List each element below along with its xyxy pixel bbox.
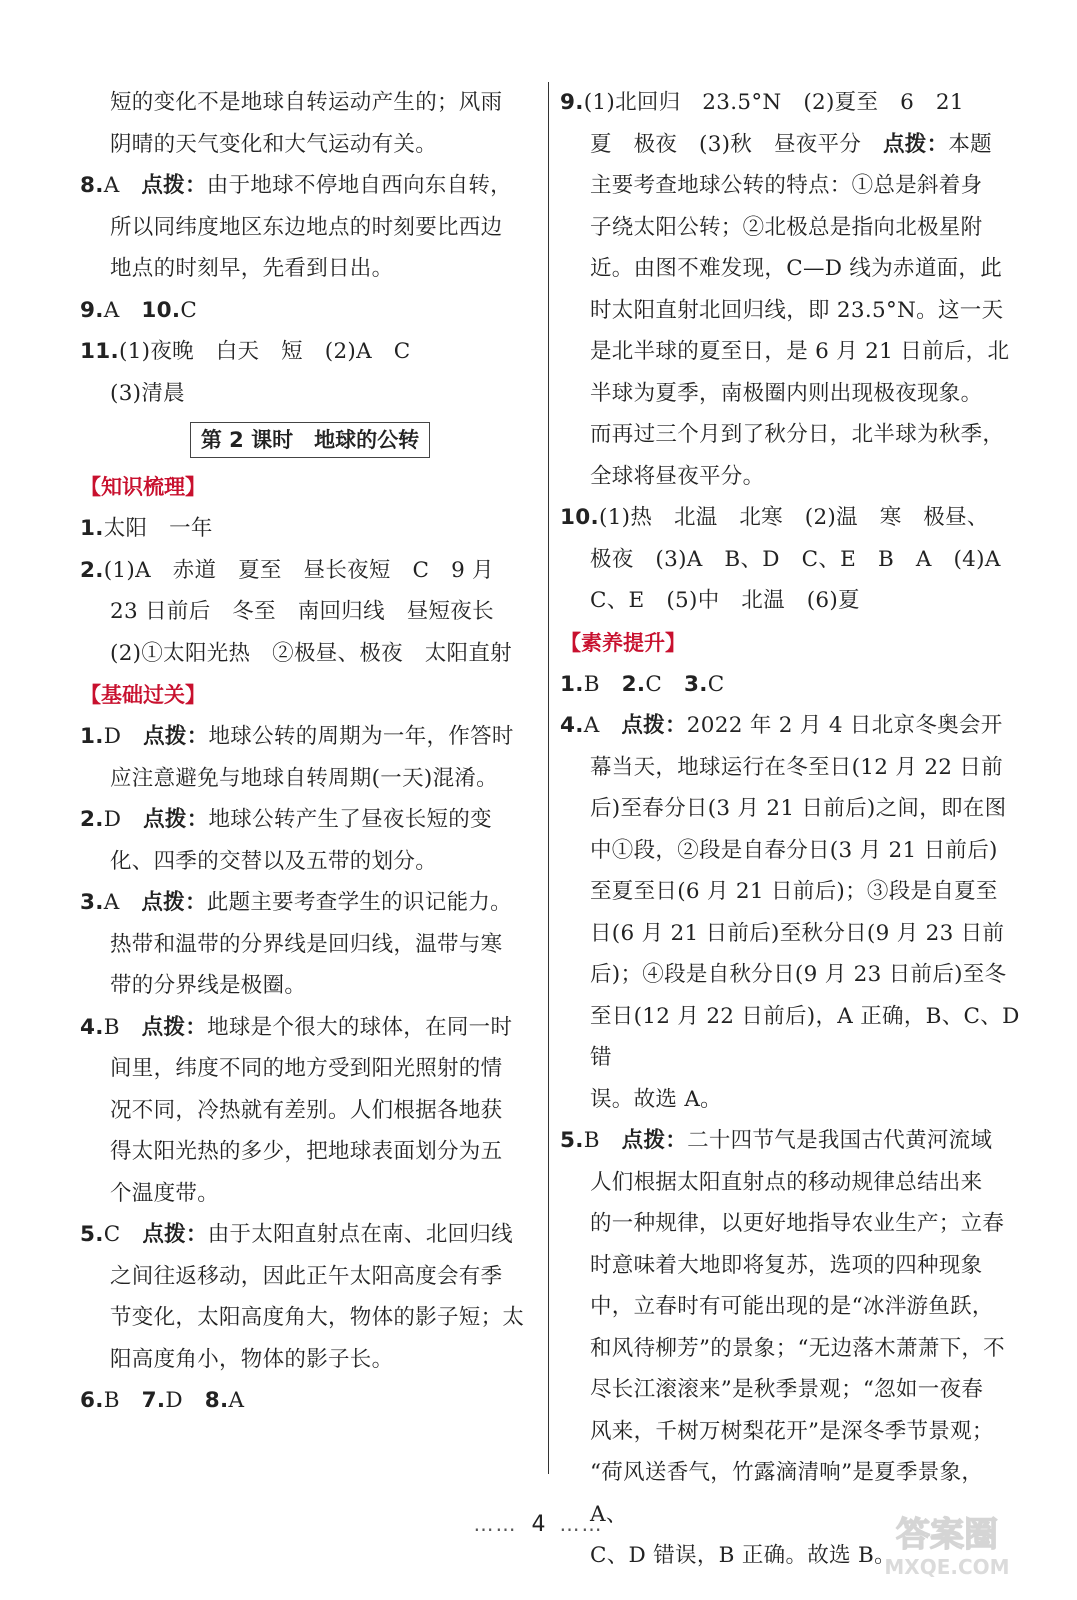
answer-text: 地球公转产生了昼夜长短的变: [208, 807, 492, 832]
answer-line: “荷风送香气，竹露滴清响”是夏季景象，A、: [590, 1460, 984, 1527]
answer-line: 之间往返移动，因此正午太阳高度会有季: [110, 1263, 503, 1289]
answer-9: [560, 82, 1020, 124]
item-number: 3.: [80, 890, 104, 915]
answer-line: 日(6 月 21 日前后)至秋分日(9 月 23 日前: [590, 920, 1005, 946]
answer-line: C、E (5)中 北温 (6)夏: [590, 588, 860, 613]
knowledge-2: [80, 550, 540, 592]
answer-line: 节变化，太阳高度角大，物体的影子短；太: [110, 1305, 525, 1330]
item-number: 2.: [80, 557, 104, 583]
item-number: 4.: [80, 1014, 104, 1040]
basic-6-7-8: [80, 1380, 540, 1422]
answer-line: 幕当天，地球运行在冬至日(12 月 22 日前: [590, 754, 1004, 780]
answer-line: 时意味着大地即将复苏，选项的四种现象: [590, 1252, 983, 1278]
answer-letter: C: [707, 671, 725, 697]
tip-label: 点拨：: [142, 1222, 208, 1247]
answer-line: 中，立春时有可能出现的是“冰泮游鱼跃，: [590, 1294, 994, 1319]
page-number: 4: [531, 1512, 546, 1537]
answer-text: (1)热 北温 北寒 (2)温 寒 极昼、: [599, 505, 989, 530]
answer-10: [560, 497, 1020, 539]
item-number: 1.: [80, 516, 104, 541]
footer-dots-right: ……: [559, 1512, 604, 1536]
answer-line: 中①段，②段是自春分日(3 月 21 日前后): [590, 837, 998, 863]
answer-letter: A: [583, 713, 600, 738]
footer-dots-left: ……: [473, 1512, 518, 1536]
tip-label: 点拨：: [882, 131, 949, 157]
column-divider: [548, 82, 549, 1474]
basic-2: [80, 799, 540, 841]
tip-label: 点拨：: [141, 173, 207, 198]
answer-letter: A: [228, 1388, 245, 1413]
tip-label: 点拨：: [141, 1014, 208, 1040]
answer-line: 误。故选 A。: [590, 1086, 722, 1112]
answer-letter: B: [103, 1388, 120, 1413]
answer-letter: C: [180, 297, 198, 323]
answer-line: 应注意避免与地球自转周期(一天)混淆。: [110, 765, 498, 791]
item-number: 11.: [80, 339, 119, 364]
answer-text: (1)北回归 23.5°N (2)夏至 6 21: [583, 90, 964, 115]
answer-text: 太阳 一年: [103, 516, 213, 541]
item-number: 10.: [141, 297, 181, 323]
answer-line: (2)①太阳光热 ②极昼、极夜 太阳直射: [110, 640, 512, 666]
item-number: 9.: [560, 90, 584, 115]
answer-line: 后)至春分日(3 月 21 日前后)之间，即在图: [590, 796, 1007, 821]
answer-line: 带的分界线是极圈。: [110, 973, 307, 998]
watermark-text-cn: 答案圈: [896, 1515, 998, 1555]
answer-line: 况不同，冷热就有差别。人们根据各地获: [110, 1097, 503, 1123]
answer-line: 阳高度角小，物体的影子长。: [110, 1346, 394, 1372]
watermark-text-en: MXQE.COM: [884, 1555, 1010, 1579]
answer-letter: D: [165, 1388, 183, 1413]
item-number: 7.: [141, 1388, 166, 1413]
answer-letter: A: [103, 173, 120, 198]
answer-letter: B: [583, 671, 600, 697]
basic-1: [80, 716, 540, 758]
item-number: 1.: [80, 724, 104, 749]
answer-letter: A: [103, 890, 120, 915]
answer-line: 至日(12 月 22 日前后)，A 正确，B、C、D 错: [590, 1003, 1020, 1070]
answer-letter: C: [103, 1222, 121, 1247]
item-number: 10.: [560, 505, 599, 530]
intro-line-1: 短的变化不是地球自转运动产生的；风雨: [110, 90, 503, 115]
basic-3: [80, 882, 540, 924]
item-number: 5.: [560, 1128, 584, 1153]
answer-letter: A: [103, 297, 120, 323]
answer-letter: B: [103, 1014, 120, 1040]
answer-text: (1)夜晚 白天 短 (2)A C: [119, 339, 411, 364]
lesson-heading: [80, 422, 540, 458]
item-number: 2.: [621, 671, 646, 697]
item-number: 5.: [80, 1222, 104, 1247]
answer-line: 子绕太阳公转；②北极总是指向北极星附: [590, 214, 983, 240]
knowledge-1: [80, 508, 540, 550]
answer-line: 所以同纬度地区东边地点的时刻要比西边: [110, 214, 503, 240]
tip-label: 点拨：: [143, 724, 209, 749]
tip-label: 点拨：: [143, 807, 209, 832]
answer-text: 由于地球不停地自西向东自转，: [206, 173, 512, 198]
answer-line: 尽长江滚滚来”是秋季景观；“忽如一夜春: [590, 1377, 984, 1402]
basic-5: [80, 1214, 540, 1256]
item-number: 2.: [80, 807, 104, 832]
answer-letter: B: [583, 1128, 600, 1153]
answer-9-10: [80, 290, 540, 332]
watermark-logo: [847, 1510, 1047, 1580]
answer-line: 而再过三个月到了秋分日，北半球为秋季，: [590, 422, 1005, 447]
item-number: 1.: [560, 671, 584, 697]
item-number: 3.: [683, 671, 708, 697]
answer-text: 地球是个很大的球体，在同一时: [207, 1014, 513, 1040]
answer-text: 夏 极夜 (3)秋 昼夜平分: [590, 131, 883, 157]
improve-1-2-3: [560, 664, 1020, 706]
item-number: 6.: [80, 1388, 104, 1413]
tip-label: 点拨：: [621, 1128, 688, 1153]
answer-8: [80, 165, 540, 207]
improve-4: [560, 705, 1020, 747]
section-improve: 【素养提升】: [560, 630, 686, 655]
answer-line: C、D 错误，B 正确。故选 B。: [590, 1543, 896, 1568]
section-knowledge: 【知识梳理】: [80, 475, 206, 499]
intro-line-2: 阴晴的天气变化和大气运动有关。: [110, 131, 438, 157]
answer-text: 此题主要考查学生的识记能力。: [206, 890, 512, 915]
item-number: 8.: [80, 173, 104, 198]
answer-line: 至夏至日(6 月 21 日前后)；③段是自夏至: [590, 879, 998, 904]
answer-line: 地点的时刻早，先看到日出。: [110, 256, 394, 281]
answer-line: 风来，千树万树梨花开”是深冬季节景观；: [590, 1418, 994, 1444]
tip-label: 点拨：: [621, 713, 687, 738]
answer-line: 和风待柳芳”的景象；“无边落木萧萧下，不: [590, 1335, 1005, 1361]
tip-label: 点拨：: [141, 890, 207, 915]
basic-4: [80, 1007, 540, 1049]
item-number: 8.: [204, 1388, 229, 1413]
answer-letter: D: [103, 807, 122, 832]
answer-line: (3)清晨: [110, 380, 185, 406]
answer-line: 全球将昼夜平分。: [590, 463, 765, 489]
section-basic: 【基础过关】: [80, 683, 206, 707]
answer-text: 地球公转的周期为一年，作答时: [208, 724, 514, 749]
answer-line: 半球为夏季，南极圈内则出现极夜现象。: [590, 380, 983, 406]
item-number: 9.: [80, 297, 104, 323]
answer-line: 是北半球的夏至日，是 6 月 21 日前后，北: [590, 339, 1010, 364]
answer-text: 本题: [948, 131, 992, 157]
answer-line: 间里，纬度不同的地方受到阳光照射的情: [110, 1056, 503, 1081]
answer-line: 化、四季的交替以及五带的划分。: [110, 848, 438, 874]
answer-line: 时太阳直射北回归线，即 23.5°N。这一天: [590, 297, 1004, 323]
improve-5: [560, 1120, 1020, 1162]
answer-line: 后)；④段是自秋分日(9 月 23 日前后)至冬: [590, 962, 1007, 987]
answer-text: (1)A 赤道 夏至 昼长夜短 C 9 月: [103, 557, 494, 583]
answer-text: 2022 年 2 月 4 日北京冬奥会开: [686, 713, 1003, 738]
left-column: [80, 82, 540, 1422]
answer-line: 热带和温带的分界线是回归线，温带与寒: [110, 931, 503, 957]
answer-line: 23 日前后 冬至 南回归线 昼短夜长: [110, 599, 494, 624]
answer-line: 个温度带。: [110, 1180, 220, 1206]
right-column: [560, 82, 1020, 1577]
answer-line: 人们根据太阳直射点的移动规律总结出来: [590, 1169, 983, 1195]
answer-11: [80, 331, 540, 373]
item-number: 4.: [560, 713, 584, 738]
answer-letter: C: [645, 671, 663, 697]
answer-line: [560, 124, 1020, 166]
answer-line: 的一种规律，以更好地指导农业生产；立春: [590, 1211, 1005, 1236]
answer-line: 主要考查地球公转的特点：①总是斜着身: [590, 173, 983, 198]
answer-letter: D: [103, 724, 122, 749]
answer-line: 近。由图不难发现，C—D 线为赤道面，此: [590, 256, 1003, 281]
answer-text: 由于太阳直射点在南、北回归线: [207, 1222, 513, 1247]
lesson-title: 第 2 课时 地球的公转: [190, 422, 430, 458]
answer-line: 得太阳光热的多少，把地球表面划分为五: [110, 1139, 503, 1164]
answer-text: 二十四节气是我国古代黄河流域: [687, 1128, 993, 1153]
answer-line: 极夜 (3)A B、D C、E B A (4)A: [590, 546, 1001, 572]
